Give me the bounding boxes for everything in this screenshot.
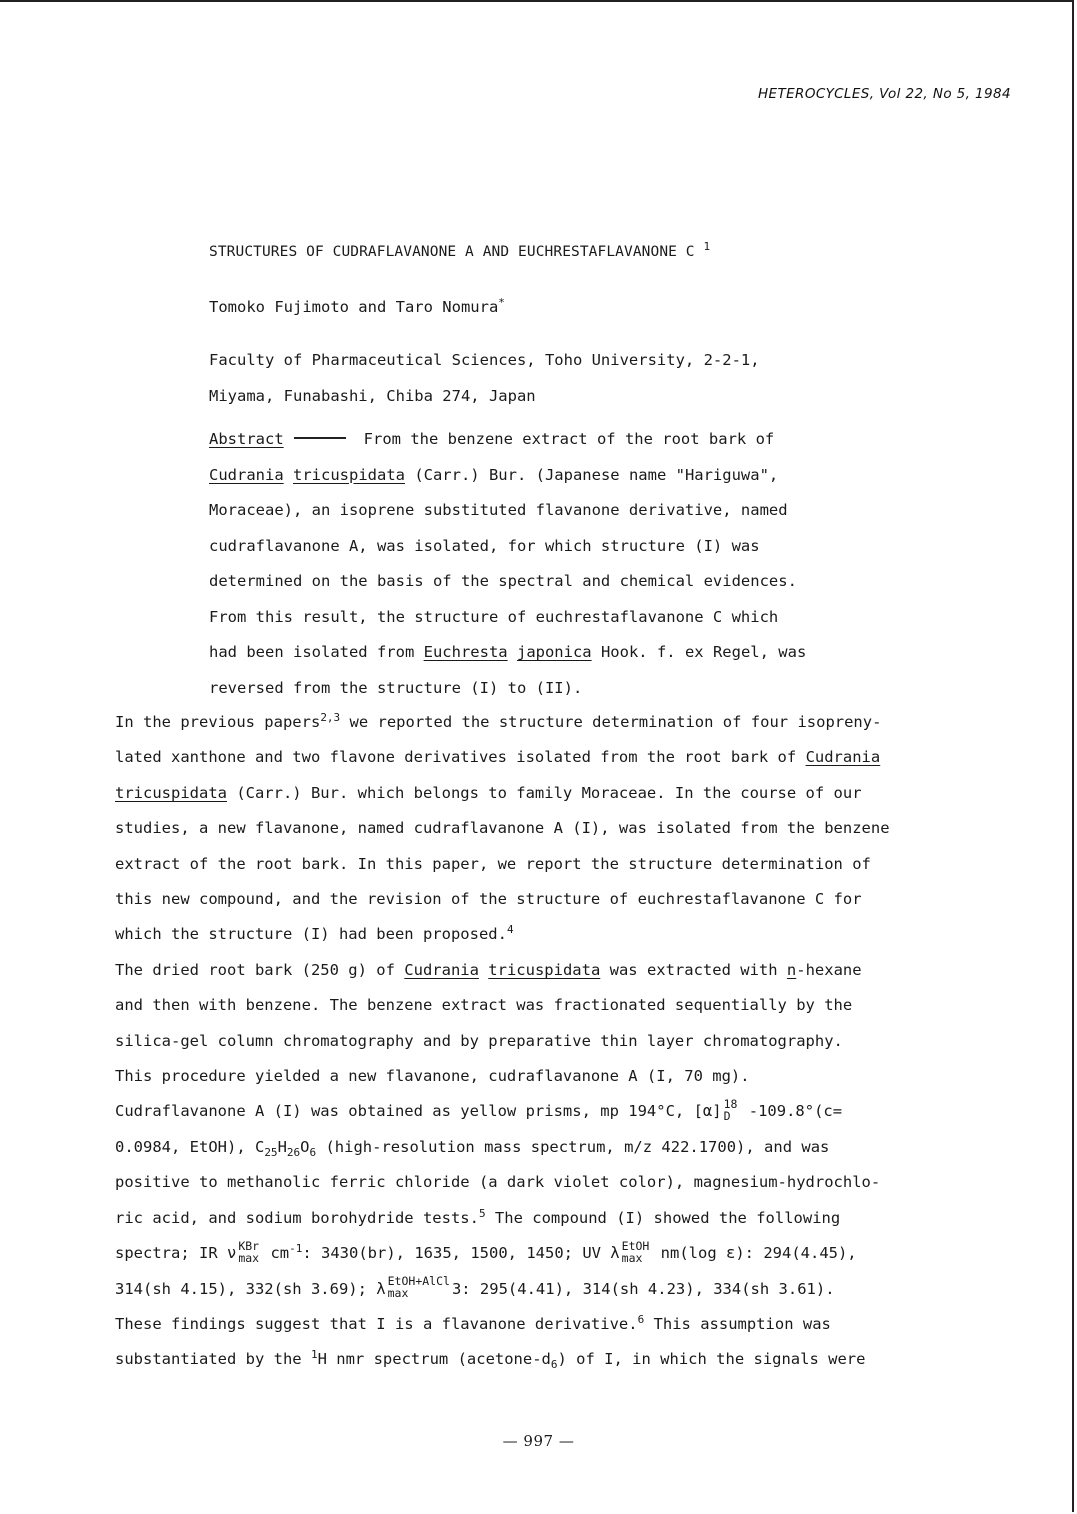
abstract-line: Moraceae), an isoprene substituted flavanone derivative, named <box>209 501 788 519</box>
corresponding-mark: * <box>498 295 505 309</box>
rotation-scripts: 18 D <box>723 1096 738 1123</box>
paragraph-extraction <box>115 953 1005 1095</box>
citation-ref: 2,3 <box>320 710 341 724</box>
paragraph-characterization <box>115 1094 1005 1377</box>
paragraph-intro <box>115 705 1005 953</box>
body-line: The dried root bark (250 g) of Cudrania tricuspidata was extracted with n-hexane <box>115 960 862 979</box>
body-line: In the previous papers$^{2,3}$ we reported the structure determination of four isopreny- <box>115 710 882 731</box>
body-line: Cudraflavanone A (I) was obtained as yellow prisms, mp 194°C, [α] 18 D -109.8°(c= <box>115 1096 843 1123</box>
body-line: substantiated by the $^1$H nmr spectrum $(acetone-d_6)$ of I, in which the signals were <box>115 1348 866 1372</box>
species-name: tricuspidata <box>115 783 227 802</box>
abstract-line: cudraflavanone A, was isolated, for which structure (I) was <box>209 536 760 555</box>
body-line: These findings suggest that I is a flavanone derivative.$^6$ This assumption was <box>115 1312 831 1333</box>
title-footnote-ref: 1 <box>703 240 711 254</box>
species-name: Cudrania <box>209 465 284 484</box>
ir-scripts: KBr max <box>238 1238 260 1265</box>
citation-ref: 6 <box>637 1312 645 1326</box>
body-line: which the structure (I) had been proposed.$^4$ <box>115 923 514 944</box>
uv-alcl3-scripts: EtOH+AlCl max <box>387 1274 450 1300</box>
body-line: lated xanthone and two flavone derivatives isolated from the root bark of Cudrania <box>115 748 881 767</box>
authors <box>209 295 505 316</box>
abstract <box>209 422 909 706</box>
affiliation-line: Miyama, Funabashi, Chiba 274, Japan <box>209 386 536 405</box>
page-number: — 997 — <box>502 1432 575 1450</box>
body-line: silica-gel column chromatography and by preparative thin layer chromatography. <box>115 1031 843 1050</box>
body-line: extract of the root bark. In this paper, we report the structure determination of <box>115 854 871 873</box>
citation-ref: 5 <box>478 1206 486 1220</box>
species-name: tricuspidata <box>293 465 405 484</box>
abstract-dash <box>294 437 346 439</box>
abstract-line: Cudrania tricuspidata (Carr.) Bur. (Japanese name "Hariguwa", <box>209 465 779 484</box>
abstract-line: reversed from the structure (I) to (II). <box>209 678 583 697</box>
species-name: Euchresta <box>423 643 508 661</box>
species-name: Cudrania <box>404 960 479 979</box>
body-line: spectra; IR ν KBr max $cm^{-1}$: 3430(br), 1635, 1500, 1450; UV λ EtOH max nm(log ε): 294(4.45), <box>115 1238 857 1265</box>
abstract-line: Abstract From the benzene extract of the root bark of <box>209 430 775 448</box>
body-line: ric acid, and sodium borohydride tests.$^5$ The compound (I) showed the following <box>115 1206 841 1227</box>
body-line: and then with benzene. The benzene extract was fractionated sequentially by the <box>115 996 853 1015</box>
citation-ref: 4 <box>506 923 514 937</box>
body-line: 314(sh 4.15), 332(sh 3.69); λ EtOH+AlCl max 3: 295(4.41), 314(sh 4.23), 334(sh 3.61). <box>115 1274 835 1300</box>
abstract-line: had been isolated from Euchresta japonica Hook. f. ex Regel, was <box>209 643 807 661</box>
body-line: positive to methanolic ferric chloride (a dark violet color), magnesium-hydrochlo- <box>115 1173 881 1192</box>
body-line: this new compound, and the revision of the structure of euchrestaflavanone C for <box>115 890 862 909</box>
affiliation-line: Faculty of Pharmaceutical Sciences, Toho University, 2-2-1, <box>209 351 760 369</box>
affiliation <box>209 343 760 414</box>
author-names: Tomoko Fujimoto and Taro Nomura <box>209 298 499 316</box>
body-line: studies, a new flavanone, named cudraflavanone A (I), was isolated from the benzene <box>115 819 890 838</box>
uv-scripts: EtOH max <box>621 1238 650 1265</box>
title-text: STRUCTURES OF CUDRAFLAVANONE A AND EUCHRESTAFLAVANONE C <box>209 244 695 260</box>
species-name: japonica <box>516 643 592 661</box>
abstract-line: From this result, the structure of euchrestaflavanone C which <box>209 607 779 626</box>
journal-header: HETEROCYCLES, Vol 22, No 5, 1984 <box>757 86 1011 102</box>
article-title <box>209 240 711 260</box>
body-text <box>115 705 1005 1378</box>
body-line: This procedure yielded a new flavanone, cudraflavanone A (I, 70 mg). <box>115 1067 750 1086</box>
species-name: Cudrania <box>805 748 881 767</box>
italic-prefix: n <box>786 960 797 979</box>
abstract-line: determined on the basis of the spectral and chemical evidences. <box>209 572 797 590</box>
body-line: tricuspidata (Carr.) Bur. which belongs to family Moraceae. In the course of our <box>115 783 862 802</box>
body-line: 0.0984, EtOH), $C_{25}H_{26}O_6$ (high-resolution mass spectrum, m/z 422.1700), and was <box>115 1137 830 1159</box>
abstract-heading: Abstract <box>209 430 284 448</box>
species-name: tricuspidata <box>488 960 601 979</box>
